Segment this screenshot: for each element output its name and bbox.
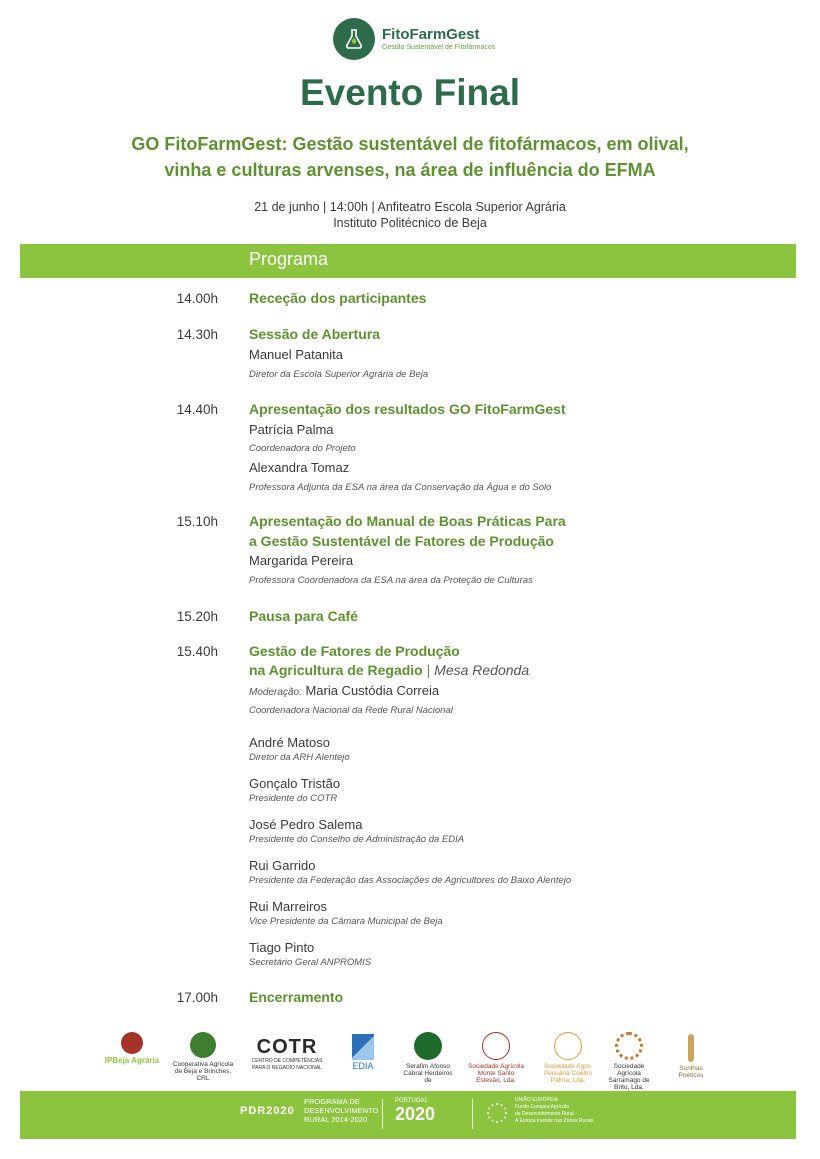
session-time: 14.40h [176, 402, 218, 417]
speaker-role: Professora Adjunta da ESA na área da Conservação da Água e do Solo [249, 482, 552, 493]
sponsor-label: Sorilhas Poéticos [678, 1065, 704, 1079]
panelist-name: Gonçalo Tristão [249, 776, 341, 791]
pdr-sub-line: PROGRAMA DE [304, 1097, 360, 1106]
session-title: Encerramento [249, 989, 344, 1005]
session-time: 14.30h [176, 327, 218, 342]
session-title-line-1: Gestão de Fatores de Produção [249, 643, 460, 659]
panelist-role: Secretário Geral ANPROMIS [249, 957, 372, 968]
sponsor-label: IPBeja Agrária [104, 1056, 160, 1065]
panelist-role: Vice Presidente da Câmara Municipal de Beja [249, 916, 443, 927]
session-title-text: na Agricultura de Regadio [249, 662, 423, 678]
panelist-name: Tiago Pinto [249, 940, 315, 955]
panelist-role: Presidente do COTR [249, 793, 338, 804]
session-time: 15.10h [176, 514, 218, 529]
divider [472, 1099, 473, 1129]
event-info [0, 199, 820, 231]
session-title-line-2: a Gestão Sustentável de Fatores de Produção [249, 533, 554, 549]
moderator-role: Coordenadora Nacional da Rede Rural Nacional [249, 705, 453, 716]
speaker-role: Coordenadora do Projeto [249, 443, 356, 454]
portugal-label: PORTUGAL [395, 1098, 428, 1104]
session-title-line-2 [249, 662, 529, 678]
eu-text [515, 1097, 593, 1125]
funding-footer [20, 1091, 796, 1139]
panelist-name: André Matoso [249, 735, 330, 750]
eu-line: de Desenvolvimento Rural [515, 1111, 574, 1117]
flask-icon [333, 18, 375, 60]
sponsor-label: Serafim Afonso Cabral Herdeiros de [403, 1063, 453, 1084]
speaker-role: Diretor da Escola Superior Agrária de Beja [249, 369, 429, 380]
session-title-line-1: Apresentação do Manual de Boas Práticas Para [249, 513, 566, 529]
eu-line: UNIÃO EUROPEIA [515, 1097, 559, 1103]
session-time: 15.40h [176, 644, 218, 659]
eu-stars-icon [485, 1101, 509, 1125]
panelist-name: Rui Garrido [249, 858, 316, 873]
pdr-sub-line: RURAL 2014-2020 [304, 1115, 368, 1124]
logo-subtitle: Gestão Sustentável de Fitofármacos [382, 43, 496, 51]
session-format: Mesa Redonda [434, 662, 530, 678]
pdr-subtitle [304, 1097, 378, 1124]
edia-logo [346, 1032, 380, 1070]
speaker-name: Margarida Pereira [249, 553, 354, 568]
page-title: Evento Final [300, 72, 520, 113]
speaker-name: Alexandra Tomaz [249, 460, 350, 475]
ipbeja-logo [100, 1032, 164, 1064]
cooperativa-logo [172, 1032, 234, 1082]
panelist-role: Presidente do Conselho de Administração da EDIA [249, 834, 465, 845]
programa-label: Programa [249, 249, 329, 269]
event-subtitle [0, 131, 820, 183]
fitofarmgest-logo [333, 17, 495, 61]
eu-line: A Europa investe nas Zonas Rurais [515, 1118, 594, 1124]
ring-logo [602, 1032, 656, 1091]
panelist-role: Diretor da ARH Alentejo [249, 752, 350, 763]
session-title: Sessão de Abertura [249, 326, 380, 342]
sponsor-label: EDIA [352, 1061, 374, 1071]
programa-banner [20, 244, 796, 278]
cotr-name: COTR [256, 1036, 318, 1058]
info-line-2: Instituto Politécnico de Beja [333, 216, 487, 230]
info-line-1: 21 de junho | 14:00h | Anfiteatro Escola Superior Agrária [254, 200, 566, 214]
speaker-name: Manuel Patanita [249, 347, 343, 362]
sponsor-label: Sociedade Agrícola Sarramago de Brito, Lda. [608, 1063, 650, 1091]
session-title: Apresentação dos resultados GO FitoFarmGest [249, 401, 566, 417]
session-title: Pausa para Café [249, 608, 358, 624]
speaker-role: Professora Coordenadora da ESA na área da Proteção de Culturas [249, 575, 533, 586]
panelist-role: Presidente da Federação das Associações de Agricultores do Baixo Alentejo [249, 875, 572, 886]
speaker-name: Patrícia Palma [249, 422, 334, 437]
serafim-logo [400, 1032, 456, 1084]
sponsor-label: Sociedade Agro-Pecuária Coelho Palma, Lda. [543, 1063, 593, 1084]
logo-name: FitoFarmGest [382, 25, 480, 43]
sponsor-label: Sociedade Agrícola Monte Santo Estevão, Lda. [468, 1063, 525, 1084]
divider [382, 1099, 383, 1129]
session-time: 14.00h [176, 291, 218, 306]
tree-logo [468, 1032, 524, 1084]
pdr2020-logo: PDR2020 [240, 1105, 295, 1117]
portugal2020-logo [395, 1098, 435, 1124]
panelist-name: José Pedro Salema [249, 817, 363, 832]
subtitle-line-2: vinha e culturas arvenses, na área de influência do EFMA [164, 160, 656, 180]
eu-line: Fundo Europeu Agrícola [515, 1104, 569, 1110]
moderation-line [249, 683, 439, 698]
subtitle-line-1: GO FitoFarmGest: Gestão sustentável de fitofármacos, em olival, [131, 134, 689, 154]
session-title: Receção dos participantes [249, 290, 427, 306]
p2020-label: 2020 [395, 1104, 436, 1124]
pdr-sub-line: DESENVOLVIMENTO [304, 1106, 379, 1115]
sponsor-label: Cooperativa Agrícola de Beja e Brinches, CRL [172, 1061, 234, 1082]
cotr-logo [247, 1032, 327, 1072]
cotr-sub: CENTRO DE COMPETÊNCIAS PARA O REGADIO NACIONAL [251, 1058, 323, 1071]
wheat-logo [668, 1032, 714, 1079]
moderator-name: Maria Custódia Correia [305, 683, 440, 698]
title-separator: | [426, 662, 431, 678]
panelist-name: Rui Marreiros [249, 899, 328, 914]
circles-logo [536, 1032, 600, 1084]
moderation-label: Moderação: [249, 687, 302, 698]
session-time: 17.00h [176, 990, 218, 1005]
session-time: 15.20h [176, 609, 218, 624]
